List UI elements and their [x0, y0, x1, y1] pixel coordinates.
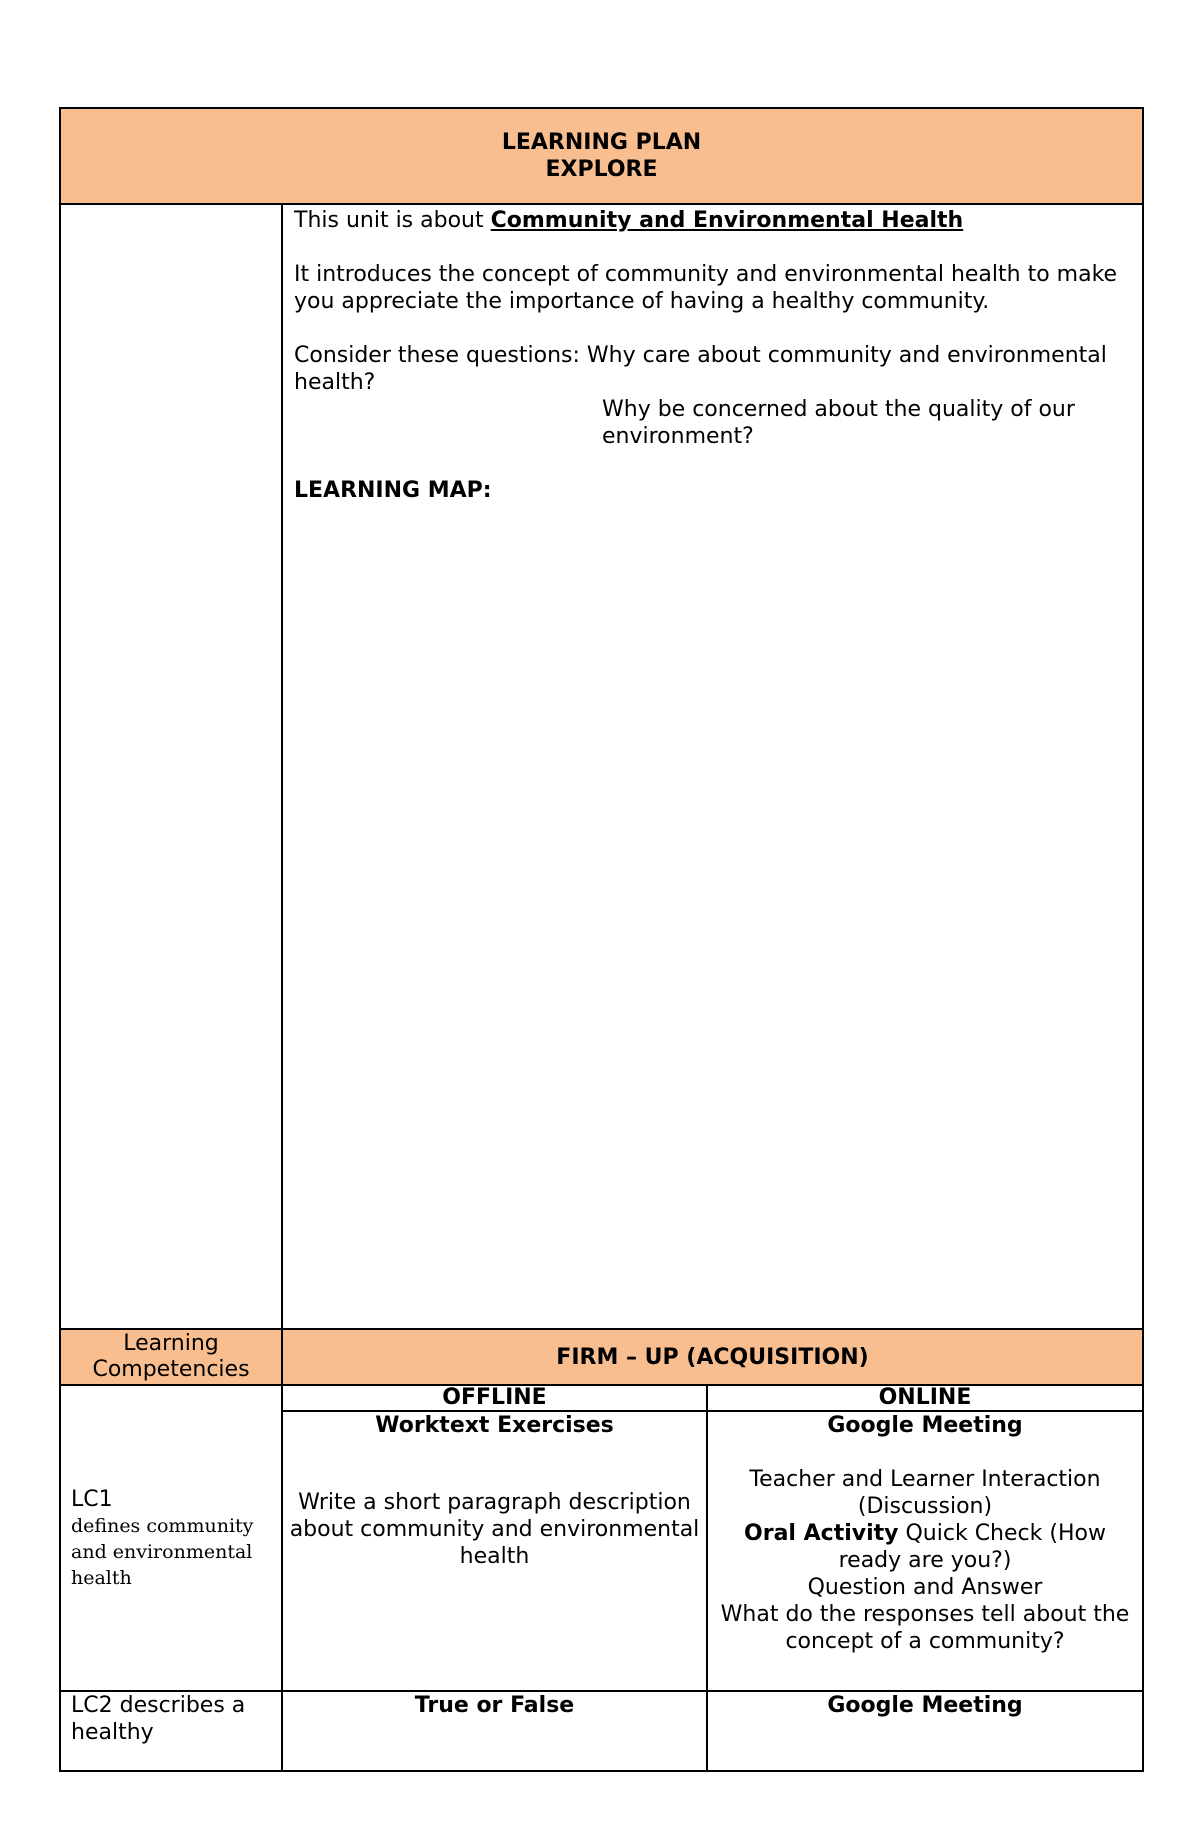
- lc1-cell: [60, 1385, 282, 1691]
- lc2-online-title: Google Meeting: [827, 1693, 1023, 1718]
- unit-statement: [294, 207, 1132, 234]
- lc1-offline-title: Worktext Exercises: [375, 1413, 614, 1438]
- competencies-header: Learning Competencies: [60, 1329, 282, 1385]
- learning-plan-table: [59, 107, 1144, 1772]
- lc2-offline-title: True or False: [414, 1693, 575, 1718]
- unit-prefix: This unit is about: [294, 208, 491, 233]
- lc1-description: defines community and environmental health: [71, 1514, 254, 1589]
- lc1-online-cell: [707, 1411, 1143, 1691]
- lc1-offline-text: Write a short paragraph description about community and environmental health: [289, 1490, 700, 1569]
- lc1-online-interaction: Teacher and Learner Interaction (Discussion): [749, 1467, 1101, 1519]
- firm-up-title: FIRM – UP (ACQUISITION): [282, 1329, 1143, 1385]
- offline-header: OFFLINE: [282, 1385, 707, 1411]
- header-title: LEARNING PLAN: [501, 130, 702, 155]
- essential-questions: [294, 342, 1132, 450]
- lc1-offline-cell: [282, 1411, 707, 1691]
- online-header: ONLINE: [707, 1385, 1143, 1411]
- lc2-offline-cell: [282, 1691, 707, 1771]
- oral-activity-label: Oral Activity: [744, 1521, 899, 1546]
- learning-plan-header-row: [60, 108, 1143, 204]
- explore-row: [60, 204, 1143, 1329]
- mode-header-row: [60, 1385, 1143, 1411]
- question-2: Why be concerned about the quality of our environment?: [602, 397, 1075, 449]
- explore-left-cell: [60, 204, 282, 1329]
- learning-plan-header: [60, 108, 1143, 204]
- lc1-online-qa: Question and Answer: [807, 1575, 1043, 1600]
- explore-content: [282, 204, 1143, 1329]
- lc1-online-question: What do the responses tell about the concept of a community?: [720, 1602, 1130, 1654]
- lc1-online-title: Google Meeting: [827, 1413, 1023, 1438]
- lc1-code: LC1: [71, 1486, 113, 1512]
- question-1: Consider these questions: Why care about community and environmental health?: [294, 343, 1107, 395]
- learning-map-label: LEARNING MAP:: [294, 478, 492, 503]
- lc2-cell: LC2 describes a healthy: [60, 1691, 282, 1771]
- unit-title: Community and Environmental Health: [490, 208, 964, 233]
- unit-intro: It introduces the concept of community and environmental health to make you appreciate the importance of having a healthy community.: [294, 262, 1118, 314]
- firm-up-header-row: [60, 1329, 1143, 1385]
- quick-check-text: Quick Check (How ready are you?): [838, 1521, 1106, 1573]
- lc2-row: [60, 1691, 1143, 1771]
- lc1-online-oral-activity: [714, 1520, 1136, 1574]
- lc2-online-cell: [707, 1691, 1143, 1771]
- header-subtitle: EXPLORE: [545, 157, 658, 182]
